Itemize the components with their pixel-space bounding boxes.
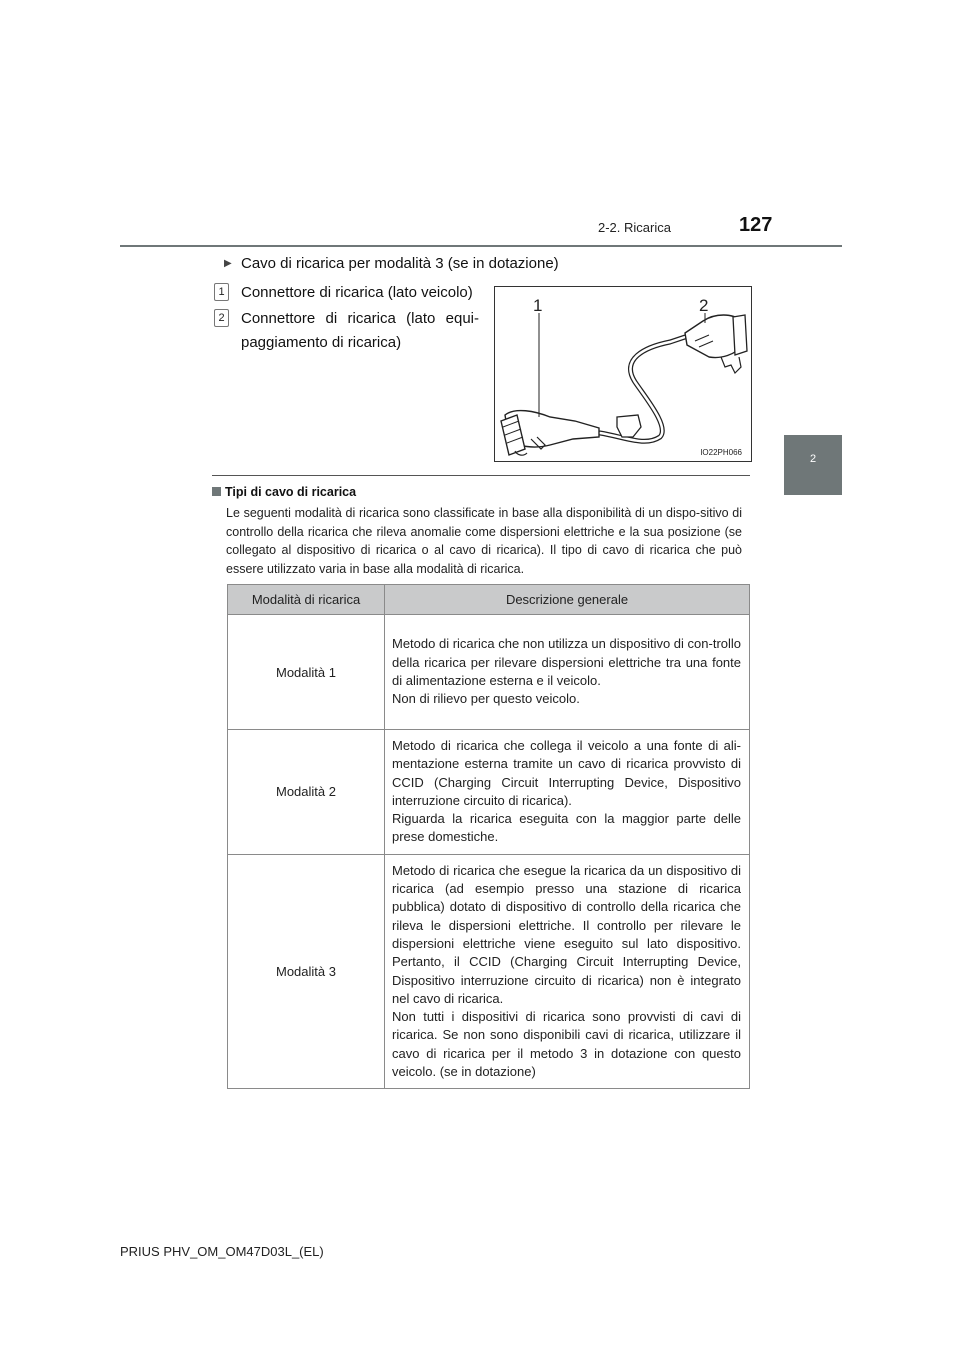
section-title: 2-2. Ricarica bbox=[598, 220, 671, 235]
types-heading: Tipi di cavo di ricarica bbox=[225, 485, 357, 499]
triangle-bullet-icon: ▶ bbox=[224, 258, 232, 269]
chapter-number: 2 bbox=[809, 453, 817, 465]
callout-badge-2: 2 bbox=[214, 309, 229, 327]
description-cell: Metodo di ricarica che collega il veicolo a una fonte di ali-mentazione esterna tramite un cavo di ricarica provvisto di CCID (Charging Circuit Interrupting Device, Dispositivo interruzione circuito di ricarica). Riguarda la ricarica eseguita con la maggior parte delle prese domestiche. bbox=[385, 730, 750, 855]
description-cell: Metodo di ricarica che esegue la ricarica da un dispositivo di ricarica (ad esempio presso una stazione di ricarica pubblica) dotato di dispositivo di controllo della ricarica che rileva le dispersioni elettriche. Il controllo per rilevare le dispersioni elettriche viene eseguito sul lato dispositivo. Pertanto, il CCID (Charging Circuit Interrupting Device, Dispositivo interruzione circuito di ricarica) non è integrato nel cavo di ricarica. Non tutti i dispositivi di ricarica sono provvisti di cavi di ricarica. Se non sono disponibili cavi di ricarica, utilizzare il cavo di ricarica per il metodo 3 in dotazione con questo veicolo. (se in dotazione) bbox=[385, 854, 750, 1089]
table-row bbox=[228, 615, 750, 730]
cable-title: Cavo di ricarica per modalità 3 (se in dotazione) bbox=[241, 255, 559, 272]
connector-2-text: Connettore di ricarica (lato equi-paggiamento di ricarica) bbox=[241, 310, 479, 351]
square-bullet-icon bbox=[212, 487, 221, 496]
mode-cell: Modalità 1 bbox=[228, 615, 385, 730]
header-mode: Modalità di ricarica bbox=[228, 585, 385, 615]
callout-badge-1: 1 bbox=[214, 283, 229, 301]
description-cell: Metodo di ricarica che non utilizza un dispositivo di con-trollo della ricarica per rilevare dispersioni elettriche tra una fonte di alimentazione esterna e il veicolo. Non di rilievo per questo veicolo. bbox=[385, 615, 750, 730]
page-number: 127 bbox=[739, 214, 773, 236]
chapter-title: Sistema ibrido plug-in bbox=[795, 505, 807, 616]
charging-cable-illustration bbox=[494, 286, 752, 462]
charging-modes-table bbox=[227, 584, 750, 1089]
table-row bbox=[228, 730, 750, 855]
types-description: Le seguenti modalità di ricarica sono classificate in base alla disponibilità di un dispo-sitivo di controllo della ricarica che rileva anomalie come dispersioni elettriche e la sua posizione (se collegato al dispositivo di ricarica o al cavo di ricarica). Il tipo di cavo di ricarica che può essere utilizzato varia in base alla modalità di ricarica. bbox=[226, 506, 742, 576]
illustration-code: IO22PH066 bbox=[700, 448, 742, 457]
callout-number-2: 2 bbox=[699, 296, 709, 315]
chapter-tab bbox=[784, 435, 842, 495]
charging-cable-drawing bbox=[495, 287, 751, 461]
section-divider bbox=[212, 475, 750, 476]
header-rule bbox=[120, 245, 842, 247]
mode-cell: Modalità 2 bbox=[228, 730, 385, 855]
callout-number-1: 1 bbox=[533, 296, 543, 315]
table-row bbox=[228, 854, 750, 1089]
document-footer: PRIUS PHV_OM_OM47D03L_(EL) bbox=[120, 1244, 324, 1259]
header-description: Descrizione generale bbox=[385, 585, 750, 615]
table-header-row bbox=[228, 585, 750, 615]
connector-1-text: Connettore di ricarica (lato veicolo) bbox=[241, 284, 473, 301]
mode-cell: Modalità 3 bbox=[228, 854, 385, 1089]
